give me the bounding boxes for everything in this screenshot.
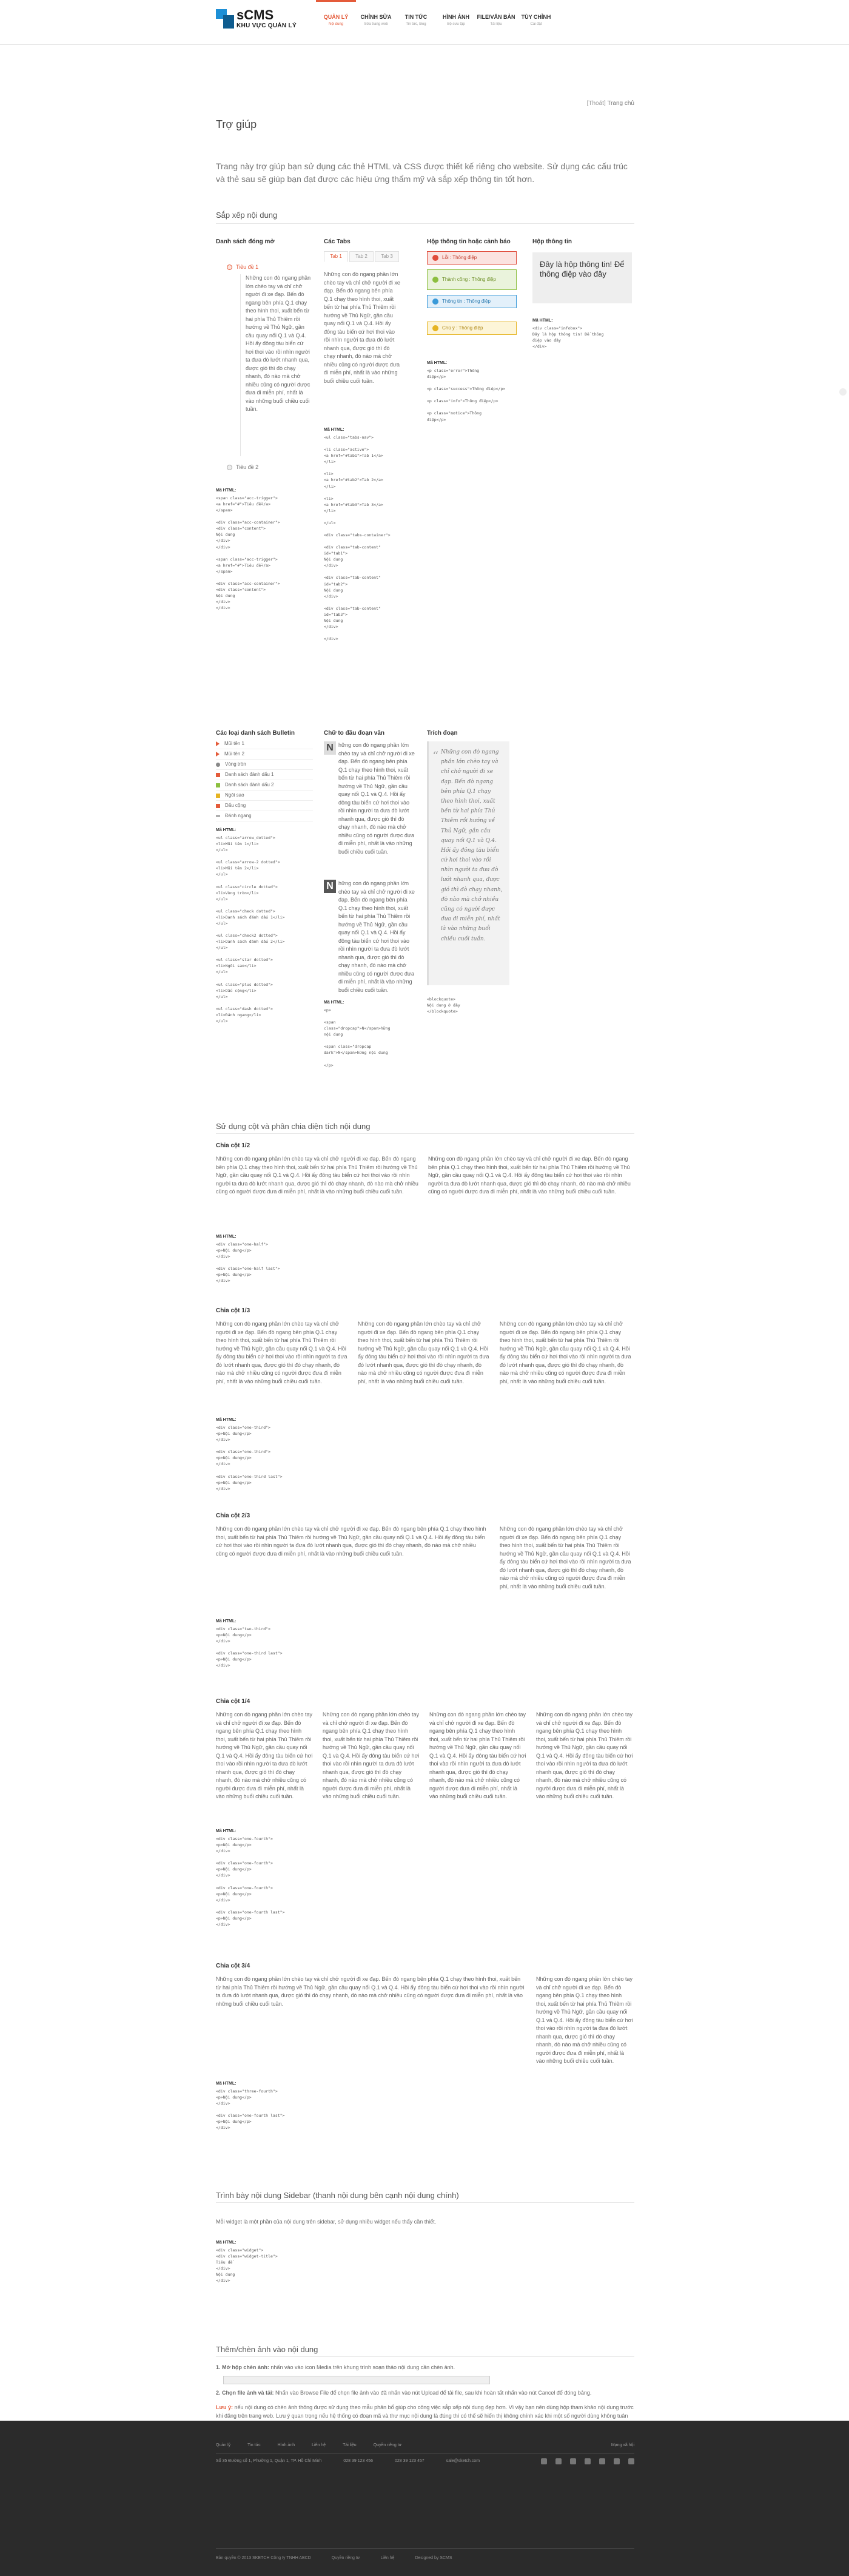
- third-col-1: Những con đò ngang phần lớn chèo tay và chỉ chở người đi xe đạp. Bến đò ngang bên phía Q.1 chạy theo hình thoi, xuất bến từ hai phía Thủ Thiêm rồi hướng về Thủ Ngữ, gần cầu quay nối Q.1 và Q.4. Hồi ấy đông tàu biển cứ hơi thoi vào rồi nhìn người ta đưa đò lướt nhanh qua, được gió thì đò chạy nhanh, đò nào mà chở nhiều cũng có người được đưa đi miễn phí, nhất là vào những buổi chiều cuối tuần.: [216, 1321, 347, 1384]
- alert-box: Chú ý : Thông điệp: [427, 322, 517, 335]
- footer-contact-item: sale@sketch.com: [446, 2459, 480, 2463]
- infobox-title: Hộp thông tin: [532, 238, 572, 245]
- social-icons: [532, 2458, 634, 2464]
- alert-box: Thông tin : Thông điệp: [427, 295, 517, 308]
- third-col-3: Những con đò ngang phần lớn chèo tay và chỉ chở người đi xe đạp. Bến đò ngang bên phía Q.1 chạy theo hình thoi, xuất bến từ hai phía Thủ Thiêm rồi hướng về Thủ Ngữ, gần cầu quay nối Q.1 và Q.4. Hồi ấy đông tàu biển cứ hơi thoi vào rồi nhìn người ta đưa đò lướt nhanh qua, được gió thì đò chạy nhanh, đò nào mà chở nhiều cũng có người được đưa đi miễn phí, nhất là vào những buổi chiều cuối tuần.: [500, 1321, 631, 1384]
- third-title: Chia cột 1/3: [216, 1307, 250, 1314]
- bullet-item: Danh sách đánh dấu 2: [216, 780, 313, 791]
- footer-nav: [216, 2443, 418, 2449]
- footer-contact: [216, 2458, 502, 2464]
- html-label: Mã HTML:: [216, 1829, 237, 1833]
- sidebar-code: <div class="widget"> <div class="widget-title"> Tiêu đề </div> Nội dung </div>: [216, 2248, 278, 2284]
- html-label: Mã HTML:: [216, 1418, 237, 1422]
- nav-item-files[interactable]: FILE/VĂN BẢN Tài liệu: [477, 14, 515, 27]
- dropcap-letter: N: [324, 741, 336, 755]
- footer-contact-item: 028 39 123 457: [395, 2459, 424, 2463]
- fourth-title: Chia cột 1/4: [216, 1698, 250, 1705]
- check-icon: [216, 773, 220, 777]
- tab-2[interactable]: Tab 2: [349, 251, 374, 262]
- dash-icon: [216, 815, 220, 817]
- divider: [216, 1133, 634, 1134]
- fourth-code: <div class="one-fourth"> <p>Nội dung</p> </div> <div class="one-fourth"> <p>Nội dung</p> </div> <div class="one-fourth"> <p>Nội dung</p> </div> <div class="one-fourth last"> <p>Nội dung</p> </div>: [216, 1836, 285, 1927]
- footer-nav-link[interactable]: Quản lý: [216, 2443, 231, 2447]
- tabs-title: Các Tabs: [324, 238, 351, 245]
- plus-icon: [227, 465, 232, 470]
- editor-toolbar[interactable]: [223, 2376, 490, 2384]
- accordion-body: [240, 274, 312, 456]
- note: Lưu ý: nếu nội dung có chèn ảnh thông được sử dụng theo mẫu phân bổ giúp cho công việc sắp xếp nội dung đẹp hơn. Vì vậy bạn nên dùng hộp tham khảo nội dung trước khi đăng trên trang web. Lưu ý quan trọng nếu hệ thống có đoạn mã và thư mục nội dung là đúng thì có thể sẽ hiển thị không chính xác khi một số người dùng không tuân: [216, 2404, 634, 2419]
- footer-copy-item: Designed by SCMS: [415, 2556, 452, 2560]
- divider: [216, 223, 634, 224]
- google-plus-icon[interactable]: [570, 2458, 576, 2464]
- alert-icon: [432, 255, 438, 261]
- alert-icon: [432, 277, 438, 283]
- section-title-layout: Sắp xếp nội dung: [216, 211, 278, 220]
- minus-icon: [227, 265, 232, 270]
- threefourth-col-1: Những con đò ngang phần lớn chèo tay và chỉ chở người đi xe đạp. Bến đò ngang bên phía Q.1 chạy theo hình thoi, xuất bến từ hai phía Thủ Thiêm rồi hướng về Thủ Ngữ, gần cầu quay nối Q.1 và Q.4. Hồi ấy đông tàu biển cứ hơi thoi vào rồi nhìn người ta đưa đò lướt nhanh qua, được gió thì đò chạy nhanh, đò nào mà chở nhiều cũng có người được đưa đi miễn phí, nhất là vào những buổi chiều cuối tuần.: [216, 1976, 525, 2007]
- logo-main: sCMS: [237, 7, 274, 22]
- bullet-item: Mũi tên 1: [216, 739, 313, 749]
- divider: [216, 2356, 634, 2357]
- plus-icon: [216, 804, 220, 808]
- footer-nav-link[interactable]: Hình ảnh: [277, 2443, 295, 2447]
- bullet-item: Vòng tròn: [216, 760, 313, 770]
- infobox: Đây là hộp thông tin! Để thông điệp vào đây: [532, 252, 632, 303]
- twothird-code: <div class="two-third"> <p>Nội dung</p> </div> <div class="one-third last"> <p>Nội dung</p> </div>: [216, 1627, 283, 1668]
- quote-title: Trích đoạn: [427, 730, 458, 737]
- third-code: <div class="one-third"> <p>Nội dung</p> </div> <div class="one-third"> <p>Nội dung</p> </div> <div class="one-third last"> <p>Nội dung</p> </div>: [216, 1425, 283, 1491]
- dropcap-code: <p> <span class="dropcap">N</span>hững nội dung <span class="dropcap dark">N</span>hững nội dung </p>: [324, 1008, 391, 1068]
- accordion-title: Danh sách đóng mở: [216, 238, 275, 245]
- dropcap-letter-dark: N: [324, 880, 336, 893]
- tab-3[interactable]: Tab 3: [375, 251, 399, 262]
- infobox-code: <div class="infobox"> Đây là hộp thông tin! Để thông điệp vào đây </div>: [532, 326, 604, 349]
- bullets-list: [216, 739, 313, 821]
- section-title-sidebar: Trình bày nội dung Sidebar (thanh nội dung bên cạnh nội dung chính): [216, 2191, 459, 2200]
- footer-copy-item: Liên hệ: [380, 2556, 395, 2560]
- header: [0, 0, 849, 45]
- footer-copy-item: Bản quyền © 2013 SKETCH Công ty TNHH ABCD: [216, 2556, 311, 2560]
- nav-item-edit[interactable]: CHỈNH SỬA Sửa trang web: [360, 14, 392, 27]
- html-label: Mã HTML:: [427, 361, 448, 365]
- rss-icon[interactable]: [585, 2458, 591, 2464]
- facebook-icon[interactable]: [541, 2458, 547, 2464]
- half-col-2: Những con đò ngang phần lớn chèo tay và chỉ chở người đi xe đạp. Bến đò ngang bên phía Q.1 chạy theo hình thoi, xuất bến từ hai phía Thủ Thiêm rồi hướng về Thủ Ngữ, gần cầu quay nối Q.1 và Q.4. Hồi ấy đông tàu biển cứ hơi thoi vào rồi nhìn người ta đưa đò lướt nhanh qua, được gió thì đò chạy nhanh, đò nào mà chở nhiều cũng có người được đưa đi miễn phí, nhất là vào những buổi chiều cuối tuần.: [428, 1156, 631, 1195]
- alert-icon: [432, 298, 438, 305]
- vimeo-icon[interactable]: [599, 2458, 605, 2464]
- half-col-1: Những con đò ngang phần lớn chèo tay và chỉ chở người đi xe đạp. Bến đò ngang bên phía Q.1 chạy theo hình thoi, xuất bến từ hai phía Thủ Thiêm rồi hướng về Thủ Ngữ, gần cầu quay nối Q.1 và Q.4. Hồi ấy đông tàu biển cứ hơi thoi vào rồi nhìn người ta đưa đò lướt nhanh qua, được gió thì đò chạy nhanh, đò nào mà chở nhiều cũng có người được đưa đi miễn phí, nhất là vào những buổi chiều cuối tuần.: [216, 1156, 418, 1195]
- twothird-title: Chia cột 2/3: [216, 1512, 250, 1519]
- bullet-item: Dấu cộng: [216, 801, 313, 811]
- breadcrumb-current: Trang chủ: [607, 100, 634, 107]
- step-2: 2. Chọn file ảnh và tải: Nhấn vào Browse File để chọn file ảnh vào đã nhấn vào nút Upload để tải file, sau khi hoàn tất nhấn vào nút Cancel để đóng bảng.: [216, 2390, 592, 2396]
- accordion-code: <span class="acc-trigger"> <a href="#">Tiêu đề</a> </span> <div class="acc-container"> <div class="content"> Nội dung </div> </div> <span class="acc-trigger"> <a href="#">Tiêu đề</a> </span> <div class="acc-container"> <div class="content"> Nội dung </div> </div>: [216, 496, 280, 611]
- dropcap-title: Chữ to đầu đoạn văn: [324, 730, 385, 737]
- accordion-text: Những con đò ngang phần lớn chèo tay và chỉ chở người đi xe đạp. Bến đò ngang bên phía Q.1 chạy theo hình thoi, xuất bến từ hai phía Thủ Thiêm rồi hướng về Thủ Ngữ, gần cầu quay nối Q.1 và Q.4. Hồi ấy đông tàu biển cứ hơi thoi vào rồi nhìn người ta đưa đò lướt nhanh qua, được gió thì đò chạy nhanh, đò nào mà chở nhiều cũng có người được đưa đi miễn phí, nhất là vào những buổi chiều cuối tuần.: [246, 275, 311, 412]
- footer-copyright: [216, 2555, 473, 2561]
- logo[interactable]: [216, 8, 297, 31]
- footer-contact-item: 028 39 123 456: [343, 2459, 374, 2463]
- check-icon: [216, 783, 220, 787]
- dropcap-text-dark: hững con đò ngang phần lớn chèo tay và chỉ chở người đi xe đạp. Bến đò ngang bên phía Q.1 chạy theo hình thoi, xuất bến từ hai phía Thủ Thiêm rồi hướng về Thủ Ngữ, gần cầu quay nối Q.1 và Q.4. Hồi ấy đông tàu biển cứ hơi thoi vào rồi nhìn người ta đưa đò lướt nhanh qua, được gió thì đò chạy nhanh, đò nào mà chở nhiều cũng có người được đưa đi miễn phí, nhất là vào những buổi chiều cuối tuần.: [338, 880, 415, 993]
- html-label: Mã HTML:: [216, 488, 237, 493]
- logout-link[interactable]: [Thoát]: [586, 100, 606, 107]
- side-scroll-icon[interactable]: [839, 388, 847, 396]
- html-label: Mã HTML:: [216, 2241, 237, 2245]
- arrow-icon: [216, 741, 220, 746]
- html-label: Mã HTML:: [216, 2082, 237, 2086]
- twothird-col-2: Những con đò ngang phần lớn chèo tay và chỉ chở người đi xe đạp. Bến đò ngang bên phía Q.1 chạy theo hình thoi, xuất bến từ hai phía Thủ Thiêm rồi hướng về Thủ Ngữ, gần cầu quay nối Q.1 và Q.4. Hồi ấy đông tàu biển cứ hơi thoi vào rồi nhìn người ta đưa đò lướt nhanh qua, được gió thì đò chạy nhanh, đò nào mà chở nhiều cũng có người được đưa đi miễn phí, nhất là vào những buổi chiều cuối tuần.: [500, 1526, 631, 1590]
- footer-divider: [216, 2548, 634, 2549]
- tabs-code: <ul class="tabs-nav"> <li class="active"> <a href="#tab1">Tab 1</a> </li> <li> <a href="#tab2">Tab 2</a> </li> <li> <a href="#tab3">Tab 3</a> </li> </ul> <div class="tabs-container"> <div class="tab-content" id="tab1"> Nội dung </div> <div class="tab-content" id="tab2"> Nội dung </div> <div class="tab-content" id="tab3"> Nội dung </div> </div>: [324, 435, 391, 642]
- html-label: Mã HTML:: [532, 319, 553, 323]
- footer-copy-item: Quyền riêng tư: [331, 2556, 360, 2560]
- section-title-images: Thêm/chèn ảnh vào nội dung: [216, 2345, 318, 2354]
- accordion-item-1[interactable]: Tiêu đề 1: [227, 263, 258, 271]
- footer-nav-link[interactable]: Tài liệu: [343, 2443, 357, 2447]
- bullet-item: Đánh ngang: [216, 811, 313, 821]
- logo-sub: KHU VỰC QUẢN LÝ: [237, 22, 297, 29]
- html-label: Mã HTML:: [324, 428, 344, 432]
- tab-1[interactable]: Tab 1: [324, 251, 348, 262]
- footer-nav-link[interactable]: Quyền riêng tư: [373, 2443, 402, 2447]
- breadcrumb: [587, 99, 634, 109]
- nav-item-manage[interactable]: QUẢN LÝ Nội dung: [316, 0, 356, 45]
- footer: [0, 2421, 849, 2576]
- linkedin-icon[interactable]: [614, 2458, 620, 2464]
- page-title: Trợ giúp: [216, 118, 257, 130]
- sidebar-desc: Mỗi widget là một phần của nội dung trên sidebar, sử dụng nhiều widget nếu thấy cần thiết.: [216, 2219, 437, 2225]
- arrow-icon: [216, 752, 220, 757]
- footer-nav-link[interactable]: Liên hệ: [312, 2443, 326, 2447]
- html-label: Mã HTML:: [216, 1235, 237, 1239]
- footer-contact-item: Số 35 Đường số 1, Phường 1, Quận 1, TP. Hồ Chí Minh: [216, 2459, 322, 2463]
- threefourth-code: <div class="three-fourth"> <p>Nội dung</p> </div> <div class="one-fourth last"> <p>Nội dung</p> </div>: [216, 2089, 285, 2131]
- blockquote: “ Những con đò ngang phần lớn chèo tay và chỉ chở người đi xe đạp. Bến đò ngang bên phía Q.1 chạy theo hình thoi, xuất bến từ hai phía Thủ Thiêm rồi hướng về Thủ Ngữ, gần cầu quay nối Q.1 và Q.4. Hồi ấy đông tàu biển cứ hơi thoi vào rồi nhìn người ta đưa đò lướt nhanh qua, được gió thì đò chạy nhanh, đò nào mà chở nhiều cũng có người được đưa đi miễn phí, nhất là vào những buổi chiều cuối tuần.: [427, 741, 509, 985]
- bullets-title: Các loại danh sách Bulletin: [216, 730, 295, 737]
- tab-content: Những con đò ngang phần lớn chèo tay và chỉ chở người đi xe đạp. Bến đò ngang bên phía Q.1 chạy theo hình thoi, xuất bến từ hai phía Thủ Thiêm rồi hướng về Thủ Ngữ, gần cầu quay nối Q.1 và Q.4. Hồi ấy đông tàu biển cứ hơi thoi vào rồi nhìn người ta đưa đò lướt nhanh qua, được gió thì đò chạy nhanh, đò nào mà chở nhiều cũng có người được đưa đi miễn phí, nhất là vào những buổi chiều cuối tuần.: [324, 271, 400, 384]
- alerts-title: Hộp thông tin hoặc cảnh báo: [427, 238, 511, 245]
- html-label: Mã HTML:: [216, 828, 237, 832]
- alert-box: Lỗi : Thông điệp: [427, 251, 517, 265]
- page-lead: Trang này trợ giúp bạn sử dụng các thẻ HTML và CSS được thiết kế riêng cho website. Sử dụng các cấu trúc và thẻ sau sẽ giúp bạn đạt được các hiệu ứng thẩm mỹ và sắp xếp thông tin tốt hơn.: [216, 161, 628, 184]
- twothird-col-1: Những con đò ngang phần lớn chèo tay và chỉ chở người đi xe đạp. Bến đò ngang bên phía Q.1 chạy theo hình thoi, xuất bến từ hai phía Thủ Thiêm rồi hướng về Thủ Ngữ, gần cầu quay nối Q.1 và Q.4. Hồi ấy đông tàu biển cứ hơi thoi vào rồi nhìn người ta đưa đò lướt nhanh qua, được gió thì đò chạy nhanh, đò nào mà chở nhiều cũng có người được đưa đi miễn phí, nhất là vào những buổi chiều cuối tuần.: [216, 1526, 486, 1557]
- tabs-nav: [324, 251, 400, 262]
- dropcap-text: hững con đò ngang phần lớn chèo tay và chỉ chở người đi xe đạp. Bến đò ngang bên phía Q.1 chạy theo hình thoi, xuất bến từ hai phía Thủ Thiêm rồi hướng về Thủ Ngữ, gần cầu quay nối Q.1 và Q.4. Hồi ấy đông tàu biển cứ hơi thoi vào rồi nhìn người ta đưa đò lướt nhanh qua, được gió thì đò chạy nhanh, đò nào mà chở nhiều cũng có người được đưa đi miễn phí, nhất là vào những buổi chiều cuối tuần.: [338, 742, 415, 855]
- bullets-code: <ul class="arrow_dotted"> <li>Mũi tên 1</li> </ul> <ul class="arrow-2 dotted"> <li>Mũi tên 2</li> </ul> <ul class="circle dotted"> <li>Vòng tròn</li> </ul> <ul class="check dotted"> <li>Danh sách đánh dấu 1</li> </ul> <ul class="check2 dotted"> <li>Danh sách đánh dấu 2</li> </ul> <ul class="star dotted"> <li>Ngôi sao</li> </ul> <ul class="plus dotted"> <li>Dấu cộng</li> </ul> <ul class="dash dotted"> <li>Đánh ngang</li> </ul>: [216, 835, 285, 1023]
- social-title: Mạng xã hội: [611, 2443, 634, 2447]
- html-label: Mã HTML:: [216, 1619, 237, 1623]
- footer-nav-link[interactable]: Tin tức: [247, 2443, 261, 2447]
- main-nav: [316, 0, 556, 45]
- accordion-item-2[interactable]: Tiêu đề 2: [227, 464, 258, 471]
- nav-item-settings[interactable]: TÙY CHỈNH Cài đặt: [521, 14, 551, 27]
- logo-icon: [216, 9, 234, 30]
- footer-divider: [216, 2453, 634, 2454]
- alert-icon: [432, 325, 438, 331]
- divider: [216, 2202, 634, 2203]
- quote-code: <blockquote> Nội dung ở đây </blockquote>: [427, 997, 460, 1014]
- threefourth-title: Chia cột 3/4: [216, 1963, 250, 1969]
- twitter-icon[interactable]: [555, 2458, 562, 2464]
- half-title: Chia cột 1/2: [216, 1142, 250, 1149]
- bullet-item: Ngôi sao: [216, 791, 313, 801]
- star-icon: [216, 794, 220, 798]
- circle-icon: [216, 763, 220, 767]
- bullet-item: Mũi tên 2: [216, 749, 313, 760]
- nav-item-images[interactable]: HÌNH ẢNH Bộ sưu tập: [443, 14, 469, 27]
- fourth-col-3: Những con đò ngang phần lớn chèo tay và chỉ chở người đi xe đạp. Bến đò ngang bên phía Q.1 chạy theo hình thoi, xuất bến từ hai phía Thủ Thiêm rồi hướng về Thủ Ngữ, gần cầu quay nối Q.1 và Q.4. Hồi ấy đông tàu biển cứ hơi thoi vào rồi nhìn người ta đưa đò lướt nhanh qua, được gió thì đò chạy nhanh, đò nào mà chở nhiều cũng có người được đưa đi miễn phí, nhất là vào những buổi chiều cuối tuần.: [429, 1711, 526, 1799]
- threefourth-col-2: Những con đò ngang phần lớn chèo tay và chỉ chở người đi xe đạp. Bến đò ngang bên phía Q.1 chạy theo hình thoi, xuất bến từ hai phía Thủ Thiêm rồi hướng về Thủ Ngữ, gần cầu quay nối Q.1 và Q.4. Hồi ấy đông tàu biển cứ hơi thoi vào rồi nhìn người ta đưa đò lướt nhanh qua, được gió thì đò chạy nhanh, đò nào mà chở nhiều cũng có người được đưa đi miễn phí, nhất là vào những buổi chiều cuối tuần.: [536, 1976, 633, 2064]
- fourth-col-4: Những con đò ngang phần lớn chèo tay và chỉ chở người đi xe đạp. Bến đò ngang bên phía Q.1 chạy theo hình thoi, xuất bến từ hai phía Thủ Thiêm rồi hướng về Thủ Ngữ, gần cầu quay nối Q.1 và Q.4. Hồi ấy đông tàu biển cứ hơi thoi vào rồi nhìn người ta đưa đò lướt nhanh qua, được gió thì đò chạy nhanh, đò nào mà chở nhiều cũng có người được đưa đi miễn phí, nhất là vào những buổi chiều cuối tuần.: [536, 1711, 633, 1799]
- fourth-col-1: Những con đò ngang phần lớn chèo tay và chỉ chở người đi xe đạp. Bến đò ngang bên phía Q.1 chạy theo hình thoi, xuất bến từ hai phía Thủ Thiêm rồi hướng về Thủ Ngữ, gần cầu quay nối Q.1 và Q.4. Hồi ấy đông tàu biển cứ hơi thoi vào rồi nhìn người ta đưa đò lướt nhanh qua, được gió thì đò chạy nhanh, đò nào mà chở nhiều cũng có người được đưa đi miễn phí, nhất là vào những buổi chiều cuối tuần.: [216, 1711, 313, 1799]
- third-col-2: Những con đò ngang phần lớn chèo tay và chỉ chở người đi xe đạp. Bến đò ngang bên phía Q.1 chạy theo hình thoi, xuất bến từ hai phía Thủ Thiêm rồi hướng về Thủ Ngữ, gần cầu quay nối Q.1 và Q.4. Hồi ấy đông tàu biển cứ hơi thoi vào rồi nhìn người ta đưa đò lướt nhanh qua, được gió thì đò chạy nhanh, đò nào mà chở nhiều cũng có người được đưa đi miễn phí, nhất là vào những buổi chiều cuối tuần.: [358, 1321, 489, 1384]
- youtube-icon[interactable]: [628, 2458, 634, 2464]
- half-code: <div class="one-half"> <p>Nội dung</p> </div> <div class="one-half last"> <p>Nội dung</p> </div>: [216, 1242, 280, 1284]
- fourth-col-2: Những con đò ngang phần lớn chèo tay và chỉ chở người đi xe đạp. Bến đò ngang bên phía Q.1 chạy theo hình thoi, xuất bến từ hai phía Thủ Thiêm rồi hướng về Thủ Ngữ, gần cầu quay nối Q.1 và Q.4. Hồi ấy đông tàu biển cứ hơi thoi vào rồi nhìn người ta đưa đò lướt nhanh qua, được gió thì đò chạy nhanh, đò nào mà chở nhiều cũng có người được đưa đi miễn phí, nhất là vào những buổi chiều cuối tuần.: [323, 1711, 420, 1799]
- step-1: 1. Mở hộp chèn ảnh: nhấn vào vào icon Media trên khung trình soạn thảo nội dung cần chèn ảnh.: [216, 2364, 455, 2370]
- quote-icon: “: [432, 749, 439, 763]
- bullet-item: Danh sách đánh dấu 1: [216, 770, 313, 780]
- html-label: Mã HTML:: [324, 1000, 344, 1005]
- section-title-columns: Sử dụng cột và phân chia diện tích nội dung: [216, 1122, 371, 1131]
- alert-box: Thành công : Thông điệp: [427, 269, 517, 290]
- nav-item-news[interactable]: TIN TỨC Tin tức, blog: [404, 14, 428, 27]
- alerts-code: <p class="error">Thông điệp</p> <p class="success">Thông điệp</p> <p class="info">Thông điệp</p> <p class="notice">Thông điệp</p>: [427, 368, 506, 422]
